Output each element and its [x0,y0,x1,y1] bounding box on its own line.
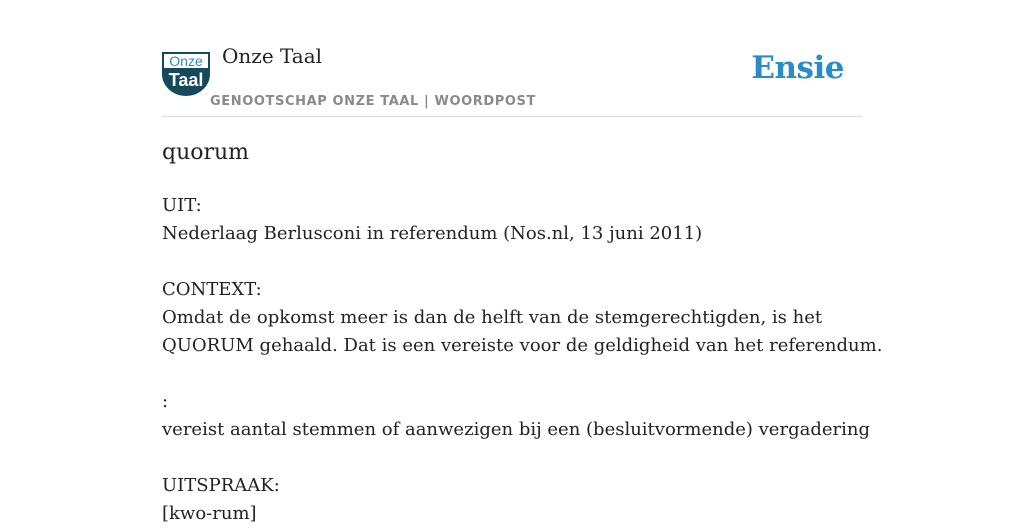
label-definition: : [162,391,169,412]
label-uit: UIT: [162,195,202,216]
blank-line [162,248,862,276]
onze-taal-logo[interactable] [162,52,210,96]
pronunciation-line: [kwo-rum] [162,503,257,524]
blank-line [162,360,862,388]
ensie-brand-link[interactable]: Ensie [751,50,844,86]
entry-body [162,192,883,528]
blank-line [162,444,862,472]
logo-text-top: Onze [169,53,203,69]
definition-line: vereist aantal stemmen of aanwezigen bij een (besluitvormende) vergadering [162,419,870,440]
entry-title: quorum [162,140,250,165]
label-uitspraak: UITSPRAAK: [162,475,280,496]
context-line: Omdat de opkomst meer is dan de helft van de stemgerechtigden, is het [162,307,823,328]
source-line: Nederlaag Berlusconi in referendum (Nos.nl, 13 juni 2011) [162,223,703,244]
site-subtitle: GENOOTSCHAP ONZE TAAL | WOORDPOST [210,94,536,109]
label-context: CONTEXT: [162,279,262,300]
logo-text-bottom: Taal [168,70,204,90]
header [162,0,862,117]
context-line: QUORUM gehaald. Dat is een vereiste voor de geldigheid van het referendum. [162,335,883,356]
site-name[interactable]: Onze Taal [222,44,323,68]
